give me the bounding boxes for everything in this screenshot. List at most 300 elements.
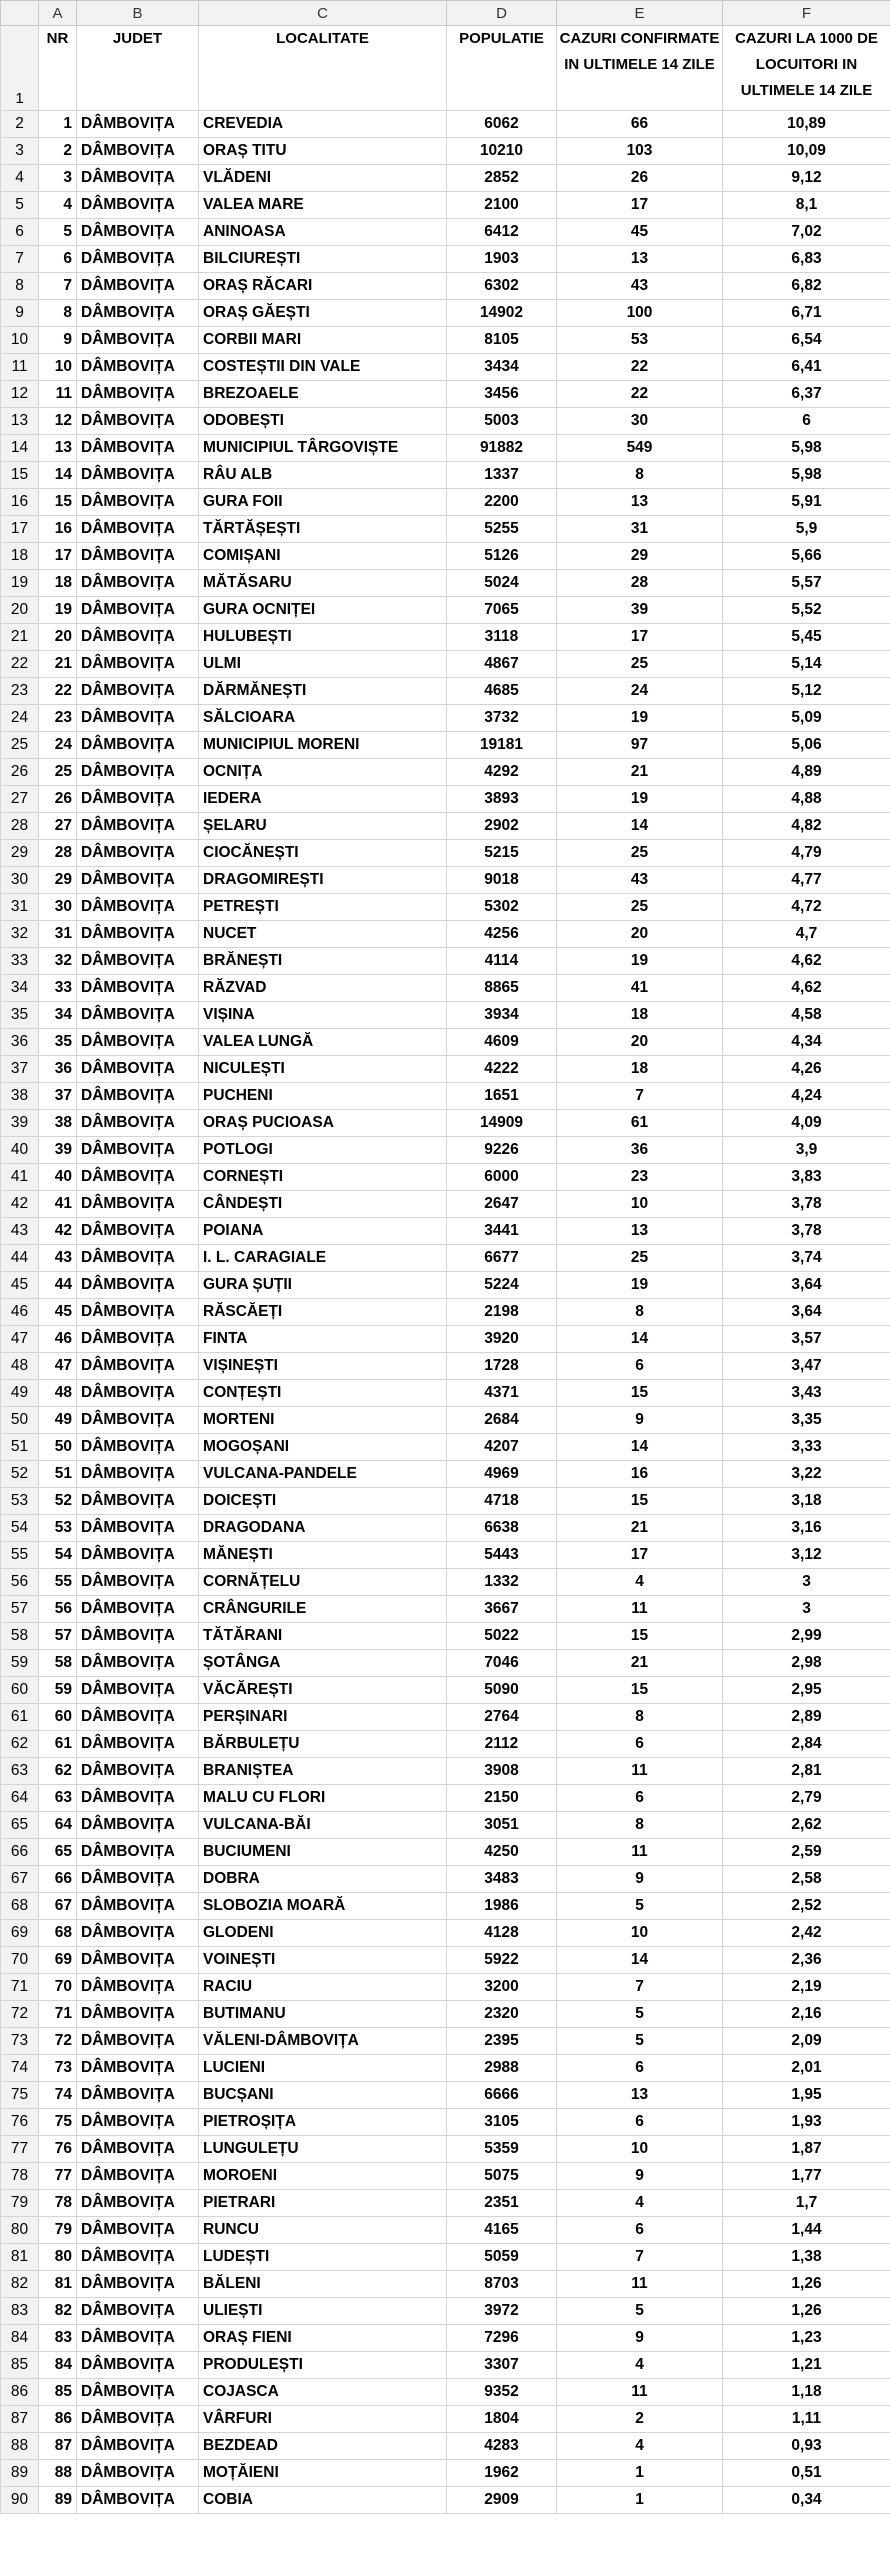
cell-cazuri[interactable]: 13 bbox=[557, 1218, 723, 1245]
cell-rata[interactable]: 3,64 bbox=[723, 1299, 890, 1326]
cell-localitate[interactable]: CONȚEȘTI bbox=[199, 1380, 447, 1407]
cell-localitate[interactable]: BRĂNEȘTI bbox=[199, 948, 447, 975]
cell-judet[interactable]: DÂMBOVIȚA bbox=[77, 300, 199, 327]
cell-nr[interactable]: 68 bbox=[39, 1920, 77, 1947]
cell-nr[interactable]: 22 bbox=[39, 678, 77, 705]
cell-nr[interactable]: 2 bbox=[39, 138, 77, 165]
cell-nr[interactable]: 58 bbox=[39, 1650, 77, 1677]
cell-cazuri[interactable]: 26 bbox=[557, 165, 723, 192]
cell-nr[interactable]: 37 bbox=[39, 1083, 77, 1110]
cell-nr[interactable]: 60 bbox=[39, 1704, 77, 1731]
cell-rata[interactable]: 10,09 bbox=[723, 138, 890, 165]
cell-populatie[interactable]: 14909 bbox=[447, 1110, 557, 1137]
cell-rata[interactable]: 6,71 bbox=[723, 300, 890, 327]
row-number[interactable]: 25 bbox=[1, 732, 39, 759]
cell-rata[interactable]: 6,83 bbox=[723, 246, 890, 273]
cell-populatie[interactable]: 5443 bbox=[447, 1542, 557, 1569]
cell-nr[interactable]: 52 bbox=[39, 1488, 77, 1515]
row-number[interactable]: 5 bbox=[1, 192, 39, 219]
cell-rata[interactable]: 2,62 bbox=[723, 1812, 890, 1839]
row-number[interactable]: 72 bbox=[1, 2001, 39, 2028]
cell-localitate[interactable]: VULCANA-BĂI bbox=[199, 1812, 447, 1839]
cell-rata[interactable]: 1,44 bbox=[723, 2217, 890, 2244]
cell-nr[interactable]: 32 bbox=[39, 948, 77, 975]
cell-nr[interactable]: 14 bbox=[39, 462, 77, 489]
row-number[interactable]: 81 bbox=[1, 2244, 39, 2271]
cell-judet[interactable]: DÂMBOVIȚA bbox=[77, 2190, 199, 2217]
cell-judet[interactable]: DÂMBOVIȚA bbox=[77, 1110, 199, 1137]
cell-cazuri[interactable]: 30 bbox=[557, 408, 723, 435]
cell-rata[interactable]: 5,14 bbox=[723, 651, 890, 678]
cell-cazuri[interactable]: 66 bbox=[557, 111, 723, 138]
cell-nr[interactable]: 18 bbox=[39, 570, 77, 597]
cell-nr[interactable]: 43 bbox=[39, 1245, 77, 1272]
cell-judet[interactable]: DÂMBOVIȚA bbox=[77, 1083, 199, 1110]
cell-cazuri[interactable]: 19 bbox=[557, 948, 723, 975]
cell-cazuri[interactable]: 1 bbox=[557, 2460, 723, 2487]
cell-nr[interactable]: 29 bbox=[39, 867, 77, 894]
cell-nr[interactable]: 33 bbox=[39, 975, 77, 1002]
row-number[interactable]: 19 bbox=[1, 570, 39, 597]
cell-cazuri[interactable]: 11 bbox=[557, 1758, 723, 1785]
cell-rata[interactable]: 1,93 bbox=[723, 2109, 890, 2136]
row-number[interactable]: 43 bbox=[1, 1218, 39, 1245]
cell-judet[interactable]: DÂMBOVIȚA bbox=[77, 1677, 199, 1704]
cell-nr[interactable]: 44 bbox=[39, 1272, 77, 1299]
row-number[interactable]: 71 bbox=[1, 1974, 39, 2001]
cell-judet[interactable]: DÂMBOVIȚA bbox=[77, 1434, 199, 1461]
cell-nr[interactable]: 56 bbox=[39, 1596, 77, 1623]
row-number[interactable]: 85 bbox=[1, 2352, 39, 2379]
row-number[interactable]: 34 bbox=[1, 975, 39, 1002]
cell-cazuri[interactable]: 10 bbox=[557, 1920, 723, 1947]
cell-rata[interactable]: 4,7 bbox=[723, 921, 890, 948]
cell-populatie[interactable]: 2351 bbox=[447, 2190, 557, 2217]
cell-nr[interactable]: 40 bbox=[39, 1164, 77, 1191]
cell-nr[interactable]: 55 bbox=[39, 1569, 77, 1596]
cell-nr[interactable]: 70 bbox=[39, 1974, 77, 2001]
cell-populatie[interactable]: 2902 bbox=[447, 813, 557, 840]
cell-judet[interactable]: DÂMBOVIȚA bbox=[77, 1596, 199, 1623]
row-number[interactable]: 20 bbox=[1, 597, 39, 624]
cell-nr[interactable]: 73 bbox=[39, 2055, 77, 2082]
cell-populatie[interactable]: 6062 bbox=[447, 111, 557, 138]
cell-rata[interactable]: 1,21 bbox=[723, 2352, 890, 2379]
row-number[interactable]: 62 bbox=[1, 1731, 39, 1758]
cell-localitate[interactable]: VLĂDENI bbox=[199, 165, 447, 192]
cell-populatie[interactable]: 4114 bbox=[447, 948, 557, 975]
column-header-d[interactable]: D bbox=[447, 1, 557, 26]
cell-judet[interactable]: DÂMBOVIȚA bbox=[77, 921, 199, 948]
cell-nr[interactable]: 61 bbox=[39, 1731, 77, 1758]
cell-judet[interactable]: DÂMBOVIȚA bbox=[77, 462, 199, 489]
cell-localitate[interactable]: MORTENI bbox=[199, 1407, 447, 1434]
cell-nr[interactable]: 38 bbox=[39, 1110, 77, 1137]
cell-localitate[interactable]: DĂRMĂNEȘTI bbox=[199, 678, 447, 705]
row-number[interactable]: 59 bbox=[1, 1650, 39, 1677]
cell-judet[interactable]: DÂMBOVIȚA bbox=[77, 705, 199, 732]
cell-populatie[interactable]: 1804 bbox=[447, 2406, 557, 2433]
cell-cazuri[interactable]: 61 bbox=[557, 1110, 723, 1137]
cell-judet[interactable]: DÂMBOVIȚA bbox=[77, 1893, 199, 1920]
cell-cazuri[interactable]: 43 bbox=[557, 867, 723, 894]
row-number[interactable]: 4 bbox=[1, 165, 39, 192]
cell-rata[interactable]: 3,18 bbox=[723, 1488, 890, 1515]
row-number[interactable]: 80 bbox=[1, 2217, 39, 2244]
cell-rata[interactable]: 9,12 bbox=[723, 165, 890, 192]
cell-rata[interactable]: 4,62 bbox=[723, 948, 890, 975]
cell-rata[interactable]: 2,36 bbox=[723, 1947, 890, 1974]
cell-populatie[interactable]: 7046 bbox=[447, 1650, 557, 1677]
cell-nr[interactable]: 24 bbox=[39, 732, 77, 759]
cell-localitate[interactable]: MOROENI bbox=[199, 2163, 447, 2190]
cell-judet[interactable]: DÂMBOVIȚA bbox=[77, 1461, 199, 1488]
cell-nr[interactable]: 45 bbox=[39, 1299, 77, 1326]
cell-judet[interactable]: DÂMBOVIȚA bbox=[77, 867, 199, 894]
cell-localitate[interactable]: TĂRTĂȘEȘTI bbox=[199, 516, 447, 543]
cell-cazuri[interactable]: 2 bbox=[557, 2406, 723, 2433]
cell-cazuri[interactable]: 6 bbox=[557, 2217, 723, 2244]
cell-localitate[interactable]: VIȘINA bbox=[199, 1002, 447, 1029]
cell-rata[interactable]: 3,16 bbox=[723, 1515, 890, 1542]
cell-rata[interactable]: 5,98 bbox=[723, 435, 890, 462]
cell-judet[interactable]: DÂMBOVIȚA bbox=[77, 1866, 199, 1893]
cell-cazuri[interactable]: 9 bbox=[557, 1407, 723, 1434]
cell-populatie[interactable]: 3483 bbox=[447, 1866, 557, 1893]
cell-nr[interactable]: 11 bbox=[39, 381, 77, 408]
cell-populatie[interactable]: 2988 bbox=[447, 2055, 557, 2082]
row-number[interactable]: 84 bbox=[1, 2325, 39, 2352]
cell-nr[interactable]: 64 bbox=[39, 1812, 77, 1839]
header-localitate[interactable]: LOCALITATE bbox=[199, 26, 447, 111]
cell-rata[interactable]: 1,26 bbox=[723, 2298, 890, 2325]
cell-populatie[interactable]: 4207 bbox=[447, 1434, 557, 1461]
cell-nr[interactable]: 63 bbox=[39, 1785, 77, 1812]
cell-populatie[interactable]: 3105 bbox=[447, 2109, 557, 2136]
cell-populatie[interactable]: 3920 bbox=[447, 1326, 557, 1353]
cell-rata[interactable]: 4,82 bbox=[723, 813, 890, 840]
cell-cazuri[interactable]: 9 bbox=[557, 2163, 723, 2190]
cell-populatie[interactable]: 3893 bbox=[447, 786, 557, 813]
cell-nr[interactable]: 77 bbox=[39, 2163, 77, 2190]
row-number[interactable]: 90 bbox=[1, 2487, 39, 2514]
cell-judet[interactable]: DÂMBOVIȚA bbox=[77, 2406, 199, 2433]
header-rata[interactable]: CAZURI LA 1000 DE LOCUITORI IN ULTIMELE 14 ZILE bbox=[723, 26, 890, 111]
cell-judet[interactable]: DÂMBOVIȚA bbox=[77, 813, 199, 840]
cell-localitate[interactable]: MOGOȘANI bbox=[199, 1434, 447, 1461]
cell-cazuri[interactable]: 25 bbox=[557, 1245, 723, 1272]
cell-populatie[interactable]: 5003 bbox=[447, 408, 557, 435]
row-number[interactable]: 24 bbox=[1, 705, 39, 732]
cell-nr[interactable]: 86 bbox=[39, 2406, 77, 2433]
cell-rata[interactable]: 1,23 bbox=[723, 2325, 890, 2352]
cell-localitate[interactable]: VĂLENI-DÂMBOVIȚA bbox=[199, 2028, 447, 2055]
header-cazuri[interactable]: CAZURI CONFIRMATE IN ULTIMELE 14 ZILE bbox=[557, 26, 723, 111]
cell-rata[interactable]: 3,35 bbox=[723, 1407, 890, 1434]
cell-judet[interactable]: DÂMBOVIȚA bbox=[77, 759, 199, 786]
cell-judet[interactable]: DÂMBOVIȚA bbox=[77, 1002, 199, 1029]
cell-populatie[interactable]: 5075 bbox=[447, 2163, 557, 2190]
cell-cazuri[interactable]: 29 bbox=[557, 543, 723, 570]
header-judet[interactable]: JUDET bbox=[77, 26, 199, 111]
cell-localitate[interactable]: VIȘINEȘTI bbox=[199, 1353, 447, 1380]
cell-rata[interactable]: 6,54 bbox=[723, 327, 890, 354]
cell-cazuri[interactable]: 7 bbox=[557, 1974, 723, 2001]
cell-cazuri[interactable]: 39 bbox=[557, 597, 723, 624]
cell-cazuri[interactable]: 31 bbox=[557, 516, 723, 543]
cell-populatie[interactable]: 5359 bbox=[447, 2136, 557, 2163]
cell-judet[interactable]: DÂMBOVIȚA bbox=[77, 1272, 199, 1299]
cell-rata[interactable]: 1,26 bbox=[723, 2271, 890, 2298]
cell-nr[interactable]: 28 bbox=[39, 840, 77, 867]
cell-localitate[interactable]: HULUBEȘTI bbox=[199, 624, 447, 651]
cell-judet[interactable]: DÂMBOVIȚA bbox=[77, 165, 199, 192]
cell-judet[interactable]: DÂMBOVIȚA bbox=[77, 2217, 199, 2244]
cell-rata[interactable]: 2,52 bbox=[723, 1893, 890, 1920]
cell-cazuri[interactable]: 9 bbox=[557, 1866, 723, 1893]
cell-rata[interactable]: 1,95 bbox=[723, 2082, 890, 2109]
cell-localitate[interactable]: VULCANA-PANDELE bbox=[199, 1461, 447, 1488]
cell-nr[interactable]: 10 bbox=[39, 354, 77, 381]
cell-rata[interactable]: 5,09 bbox=[723, 705, 890, 732]
cell-cazuri[interactable]: 5 bbox=[557, 2001, 723, 2028]
cell-judet[interactable]: DÂMBOVIȚA bbox=[77, 2055, 199, 2082]
cell-judet[interactable]: DÂMBOVIȚA bbox=[77, 2001, 199, 2028]
cell-cazuri[interactable]: 18 bbox=[557, 1002, 723, 1029]
cell-cazuri[interactable]: 6 bbox=[557, 1353, 723, 1380]
cell-populatie[interactable]: 4165 bbox=[447, 2217, 557, 2244]
cell-nr[interactable]: 66 bbox=[39, 1866, 77, 1893]
cell-localitate[interactable]: VÂRFURI bbox=[199, 2406, 447, 2433]
cell-populatie[interactable]: 14902 bbox=[447, 300, 557, 327]
cell-cazuri[interactable]: 6 bbox=[557, 1785, 723, 1812]
cell-localitate[interactable]: DRAGOMIREȘTI bbox=[199, 867, 447, 894]
cell-cazuri[interactable]: 15 bbox=[557, 1677, 723, 1704]
cell-judet[interactable]: DÂMBOVIȚA bbox=[77, 2244, 199, 2271]
cell-populatie[interactable]: 6302 bbox=[447, 273, 557, 300]
cell-rata[interactable]: 4,72 bbox=[723, 894, 890, 921]
cell-localitate[interactable]: ULMI bbox=[199, 651, 447, 678]
cell-rata[interactable]: 3,12 bbox=[723, 1542, 890, 1569]
cell-nr[interactable]: 6 bbox=[39, 246, 77, 273]
cell-nr[interactable]: 1 bbox=[39, 111, 77, 138]
cell-judet[interactable]: DÂMBOVIȚA bbox=[77, 651, 199, 678]
cell-nr[interactable]: 31 bbox=[39, 921, 77, 948]
cell-populatie[interactable]: 5302 bbox=[447, 894, 557, 921]
cell-cazuri[interactable]: 6 bbox=[557, 2109, 723, 2136]
row-number[interactable]: 48 bbox=[1, 1353, 39, 1380]
cell-judet[interactable]: DÂMBOVIȚA bbox=[77, 2298, 199, 2325]
cell-populatie[interactable]: 3118 bbox=[447, 624, 557, 651]
cell-rata[interactable]: 4,77 bbox=[723, 867, 890, 894]
cell-populatie[interactable]: 5022 bbox=[447, 1623, 557, 1650]
cell-cazuri[interactable]: 15 bbox=[557, 1488, 723, 1515]
cell-localitate[interactable]: I. L. CARAGIALE bbox=[199, 1245, 447, 1272]
cell-nr[interactable]: 54 bbox=[39, 1542, 77, 1569]
cell-populatie[interactable]: 4969 bbox=[447, 1461, 557, 1488]
cell-populatie[interactable]: 4867 bbox=[447, 651, 557, 678]
cell-rata[interactable]: 4,88 bbox=[723, 786, 890, 813]
cell-rata[interactable]: 6,37 bbox=[723, 381, 890, 408]
row-number[interactable]: 51 bbox=[1, 1434, 39, 1461]
cell-nr[interactable]: 89 bbox=[39, 2487, 77, 2514]
cell-localitate[interactable]: BĂRBULEȚU bbox=[199, 1731, 447, 1758]
cell-judet[interactable]: DÂMBOVIȚA bbox=[77, 1731, 199, 1758]
row-number[interactable]: 69 bbox=[1, 1920, 39, 1947]
cell-localitate[interactable]: LUCIENI bbox=[199, 2055, 447, 2082]
cell-nr[interactable]: 62 bbox=[39, 1758, 77, 1785]
row-number[interactable]: 79 bbox=[1, 2190, 39, 2217]
cell-localitate[interactable]: ULIEȘTI bbox=[199, 2298, 447, 2325]
cell-judet[interactable]: DÂMBOVIȚA bbox=[77, 2433, 199, 2460]
cell-cazuri[interactable]: 11 bbox=[557, 2271, 723, 2298]
cell-nr[interactable]: 83 bbox=[39, 2325, 77, 2352]
cell-rata[interactable]: 5,06 bbox=[723, 732, 890, 759]
cell-rata[interactable]: 2,95 bbox=[723, 1677, 890, 1704]
cell-populatie[interactable]: 1651 bbox=[447, 1083, 557, 1110]
cell-localitate[interactable]: PERȘINARI bbox=[199, 1704, 447, 1731]
cell-judet[interactable]: DÂMBOVIȚA bbox=[77, 894, 199, 921]
row-number[interactable]: 15 bbox=[1, 462, 39, 489]
cell-populatie[interactable]: 3908 bbox=[447, 1758, 557, 1785]
cell-populatie[interactable]: 7065 bbox=[447, 597, 557, 624]
row-number[interactable]: 14 bbox=[1, 435, 39, 462]
cell-cazuri[interactable]: 19 bbox=[557, 1272, 723, 1299]
cell-populatie[interactable]: 4685 bbox=[447, 678, 557, 705]
cell-cazuri[interactable]: 97 bbox=[557, 732, 723, 759]
row-number[interactable]: 74 bbox=[1, 2055, 39, 2082]
row-number[interactable]: 65 bbox=[1, 1812, 39, 1839]
cell-populatie[interactable]: 1337 bbox=[447, 462, 557, 489]
cell-localitate[interactable]: RĂZVAD bbox=[199, 975, 447, 1002]
cell-cazuri[interactable]: 21 bbox=[557, 759, 723, 786]
cell-nr[interactable]: 17 bbox=[39, 543, 77, 570]
cell-populatie[interactable]: 4292 bbox=[447, 759, 557, 786]
cell-localitate[interactable]: DRAGODANA bbox=[199, 1515, 447, 1542]
cell-judet[interactable]: DÂMBOVIȚA bbox=[77, 2460, 199, 2487]
cell-rata[interactable]: 6 bbox=[723, 408, 890, 435]
cell-nr[interactable]: 65 bbox=[39, 1839, 77, 1866]
cell-localitate[interactable]: MĂTĂSARU bbox=[199, 570, 447, 597]
cell-populatie[interactable]: 8105 bbox=[447, 327, 557, 354]
cell-localitate[interactable]: CRÂNGURILE bbox=[199, 1596, 447, 1623]
row-number[interactable]: 22 bbox=[1, 651, 39, 678]
row-number[interactable]: 37 bbox=[1, 1056, 39, 1083]
cell-localitate[interactable]: CORBII MARI bbox=[199, 327, 447, 354]
cell-nr[interactable]: 39 bbox=[39, 1137, 77, 1164]
cell-nr[interactable]: 47 bbox=[39, 1353, 77, 1380]
cell-nr[interactable]: 80 bbox=[39, 2244, 77, 2271]
header-nr[interactable]: NR bbox=[39, 26, 77, 111]
column-header-b[interactable]: B bbox=[77, 1, 199, 26]
cell-judet[interactable]: DÂMBOVIȚA bbox=[77, 1380, 199, 1407]
cell-populatie[interactable]: 2198 bbox=[447, 1299, 557, 1326]
cell-nr[interactable]: 57 bbox=[39, 1623, 77, 1650]
cell-cazuri[interactable]: 19 bbox=[557, 786, 723, 813]
row-number[interactable]: 52 bbox=[1, 1461, 39, 1488]
cell-cazuri[interactable]: 4 bbox=[557, 2352, 723, 2379]
cell-rata[interactable]: 0,51 bbox=[723, 2460, 890, 2487]
cell-localitate[interactable]: COJASCA bbox=[199, 2379, 447, 2406]
cell-judet[interactable]: DÂMBOVIȚA bbox=[77, 1029, 199, 1056]
cell-nr[interactable]: 5 bbox=[39, 219, 77, 246]
cell-populatie[interactable]: 4256 bbox=[447, 921, 557, 948]
cell-populatie[interactable]: 2852 bbox=[447, 165, 557, 192]
cell-judet[interactable]: DÂMBOVIȚA bbox=[77, 2163, 199, 2190]
cell-populatie[interactable]: 6000 bbox=[447, 1164, 557, 1191]
cell-localitate[interactable]: RACIU bbox=[199, 1974, 447, 2001]
cell-localitate[interactable]: BĂLENI bbox=[199, 2271, 447, 2298]
cell-cazuri[interactable]: 14 bbox=[557, 813, 723, 840]
cell-cazuri[interactable]: 14 bbox=[557, 1947, 723, 1974]
row-number[interactable]: 30 bbox=[1, 867, 39, 894]
cell-judet[interactable]: DÂMBOVIȚA bbox=[77, 1191, 199, 1218]
cell-rata[interactable]: 1,87 bbox=[723, 2136, 890, 2163]
cell-cazuri[interactable]: 28 bbox=[557, 570, 723, 597]
row-number[interactable]: 78 bbox=[1, 2163, 39, 2190]
cell-nr[interactable]: 50 bbox=[39, 1434, 77, 1461]
cell-nr[interactable]: 30 bbox=[39, 894, 77, 921]
cell-populatie[interactable]: 2647 bbox=[447, 1191, 557, 1218]
row-number[interactable]: 16 bbox=[1, 489, 39, 516]
cell-judet[interactable]: DÂMBOVIȚA bbox=[77, 840, 199, 867]
cell-nr[interactable]: 34 bbox=[39, 1002, 77, 1029]
cell-cazuri[interactable]: 17 bbox=[557, 624, 723, 651]
cell-localitate[interactable]: ORAȘ RĂCARI bbox=[199, 273, 447, 300]
cell-cazuri[interactable]: 11 bbox=[557, 2379, 723, 2406]
cell-rata[interactable]: 2,01 bbox=[723, 2055, 890, 2082]
cell-populatie[interactable]: 3934 bbox=[447, 1002, 557, 1029]
cell-rata[interactable]: 0,93 bbox=[723, 2433, 890, 2460]
cell-localitate[interactable]: TĂTĂRANI bbox=[199, 1623, 447, 1650]
cell-rata[interactable]: 2,99 bbox=[723, 1623, 890, 1650]
cell-rata[interactable]: 1,7 bbox=[723, 2190, 890, 2217]
cell-cazuri[interactable]: 14 bbox=[557, 1326, 723, 1353]
row-number[interactable]: 39 bbox=[1, 1110, 39, 1137]
cell-localitate[interactable]: NICULEȘTI bbox=[199, 1056, 447, 1083]
cell-judet[interactable]: DÂMBOVIȚA bbox=[77, 2271, 199, 2298]
cell-nr[interactable]: 3 bbox=[39, 165, 77, 192]
cell-judet[interactable]: DÂMBOVIȚA bbox=[77, 1488, 199, 1515]
row-number[interactable]: 1 bbox=[1, 26, 39, 111]
cell-localitate[interactable]: COMIȘANI bbox=[199, 543, 447, 570]
cell-cazuri[interactable]: 549 bbox=[557, 435, 723, 462]
cell-rata[interactable]: 1,11 bbox=[723, 2406, 890, 2433]
cell-populatie[interactable]: 5215 bbox=[447, 840, 557, 867]
row-number[interactable]: 66 bbox=[1, 1839, 39, 1866]
cell-nr[interactable]: 4 bbox=[39, 192, 77, 219]
cell-nr[interactable]: 13 bbox=[39, 435, 77, 462]
cell-populatie[interactable]: 2150 bbox=[447, 1785, 557, 1812]
cell-nr[interactable]: 69 bbox=[39, 1947, 77, 1974]
cell-judet[interactable]: DÂMBOVIȚA bbox=[77, 1569, 199, 1596]
cell-populatie[interactable]: 2320 bbox=[447, 2001, 557, 2028]
cell-nr[interactable]: 87 bbox=[39, 2433, 77, 2460]
column-header-f[interactable]: F bbox=[723, 1, 890, 26]
row-number[interactable]: 67 bbox=[1, 1866, 39, 1893]
row-number[interactable]: 47 bbox=[1, 1326, 39, 1353]
cell-judet[interactable]: DÂMBOVIȚA bbox=[77, 327, 199, 354]
row-number[interactable]: 35 bbox=[1, 1002, 39, 1029]
cell-nr[interactable]: 53 bbox=[39, 1515, 77, 1542]
cell-cazuri[interactable]: 8 bbox=[557, 1704, 723, 1731]
row-number[interactable]: 3 bbox=[1, 138, 39, 165]
cell-judet[interactable]: DÂMBOVIȚA bbox=[77, 543, 199, 570]
cell-localitate[interactable]: BILCIUREȘTI bbox=[199, 246, 447, 273]
cell-populatie[interactable]: 5922 bbox=[447, 1947, 557, 1974]
cell-populatie[interactable]: 3972 bbox=[447, 2298, 557, 2325]
row-number[interactable]: 83 bbox=[1, 2298, 39, 2325]
